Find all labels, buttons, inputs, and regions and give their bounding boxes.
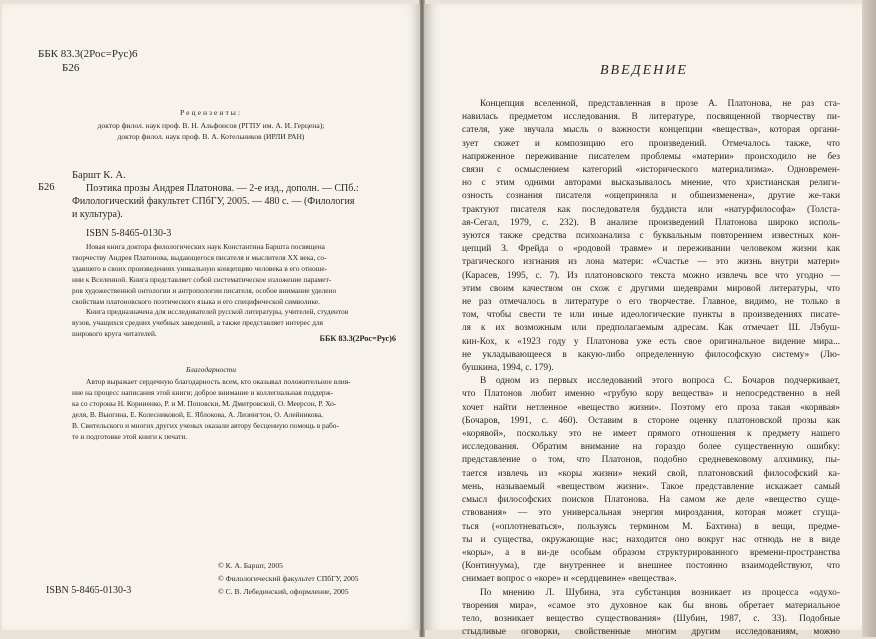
text-line: смысл философских поисков Платонова. На самом же деле «вещество суще- [462,495,840,506]
copyright-line: © С. В. Лебединский, оформление, 2005 [218,587,349,596]
annotation-line: здавшего в своих произведениях уникальную концепцию человека в его отноше- [72,263,328,273]
text-line: ться («оплотневаться», пользуясь термином М. Бахтина) в вещи, предме- [462,521,840,532]
page-edge [862,0,876,637]
author-heading: Баршт К. А. [72,170,126,181]
text-line: В одном из первых исследований этого вопроса С. Бочаров подчеркивает, [480,376,840,387]
annotation-line: вузов, учащихся средних учебных заведений, а также представляет интерес для [72,318,324,328]
citation-line: Филологический факультет СПбГУ, 2005. — 480 с. — (Филология [72,196,355,207]
text-line: (Карасев, 1995, с. 7). Из платоновского текста можно извлечь все что угодно — [462,270,840,281]
annotation [72,242,382,340]
text-line: навилась предметом исследования. В литературе, посвященной творчеству пи- [462,112,840,123]
right-page [424,4,862,638]
body-text [462,98,840,639]
chapter-heading: ВВЕДЕНИЕ [600,63,688,78]
text-line: хочет найти нетленное «вещество жизни». Поэтому его проза такая «корявая» [462,402,840,413]
thanks-line: Автор выражает сердечную благодарность всем, кто оказывал положительное влия- [86,377,351,386]
citation-line: Поэтика прозы Андрея Платонова. — 2-е изд., дополн. — СПб.: [86,183,359,194]
text-line: Концепция вселенной, представленная в прозе А. Платонова, не раз ста- [480,99,840,109]
bbk-repeat: ББК 83.3(2Рос=Рус)6 [319,334,396,343]
reviewer-line: доктор филол. наук проф. В. А. Котельников (ИРЛИ РАН) [117,132,305,141]
thanks-line: ка со стороны Н. Корниенко, Р. и М. Поповски, М. Дмитровской, О. Меерсон, Р. Хо- [72,398,337,408]
bbk-code: ББК 83.3(2Рос=Рус)6 [38,48,138,60]
text-line: ты и существа, окружающие нас; находится оно вокруг нас отнюдь не в виде [462,534,840,545]
text-line: «корявой», поскольку это не имеет прямого отношения к предмету нашего [462,429,840,440]
text-line: но с этим одними авторами высказывалось мнение, что христианская религи- [462,178,840,189]
text-line: «коры», а в ви-де особым образом структурированного времени-пространства [462,547,840,558]
text-line: тается извлечь из «коры жизни» некий свой, платоновский философский ка- [462,468,840,479]
annotation-line: Книга предназначена для исследователей русской литературы, учителей, студентов [86,307,349,317]
text-line: мень, называемый «веществом жизни». Такое представление искажает самый [462,481,840,492]
text-line: стыдливые оговорки, свойственные многим другим исследованиям, можно [462,627,840,638]
text-line: зует сюжет и композицию его произведений. Отмечалось также, что [462,138,840,149]
text-line: озность сознания писателя «ощеприняла и обшеизменена», другие же-таки [462,191,840,202]
copyright-line: © Филологический факультет СПбГУ, 2005 [218,574,359,583]
text-line: зуются также средства психоанализа с буквальным повторением известных кон- [462,231,840,242]
text-line: цепций З. Фрейда о «родовой травме» и переживании человеком жизни как [462,244,840,255]
annotation-line: нии к Вселенной. Книга представляет собой систематическое изложение парамет- [72,274,332,284]
isbn: ISBN 5-8465-0130-3 [86,228,172,239]
annotation-line: творчеству Андрея Платонова, выдающегося писателя и мыслителя XX века, со- [72,252,327,262]
text-line: трактуют писателя как последователя буддиста или «натурфилософа» (Толста- [462,204,840,215]
thanks-line: деля, В. Вьюгина, Е. Колесниковой, Е. Яблокова, А. Лизингтон, О. Алейникова, [72,409,323,419]
text-line: не раз отмечалось в литературе о его творчестве. Главное, видимо, не только в [462,297,840,308]
text-line: напряженное переживание писателем проблемы «материи» происходило не без [462,151,840,162]
reviewers-label: Рецензенты: [180,108,242,117]
text-line: представление о том, что Платонов, подобно средневековому алхимику, пы- [462,455,840,466]
text-line: ая-Сегал, 1979, с. 232). В анализе произведений Платонова широко исполь- [462,217,840,228]
citation-line: и культура). [72,209,123,220]
text-line: (Бочаров, 1991, с. 460). Оставим в стороне оценку платоновской прозы как [462,415,840,426]
thanks-line: ние на процесс написания этой книги; доброе внимание и коллегиальная поддерж- [72,387,334,397]
annotation-line: ров художественной онтологии и антропологии писателя, особое внимание уделено [72,285,337,295]
text-line: тело, возникает вещество существования» (Шубин, 1987, с. 33). Подобные [462,613,840,624]
annotation-line: Новая книга доктора филологических наук Константина Баршта посвящена [86,242,325,251]
copyright-line: © К. А. Баршт, 2005 [218,561,283,570]
text-line: ствования» — это универсальная энергия мироздания, которая может сгуща- [462,508,840,519]
text-line: ля к их возможным или предполагаемым адресам. Как отмечает Ш. Лэбуш- [462,323,840,334]
text-line: связи с осмыслением категорий «исторического материализма». Одновремен- [462,165,840,176]
text-line: том, чтобы свести те или иные идеологические пункты в произведениях писате- [462,310,840,321]
cutter-side: Б26 [38,182,55,193]
text-line: творения мира», «самое это духовное как бы вновь обретает материальное [462,600,840,611]
annotation-line: широкого круга читателей. [72,329,157,339]
thanks-line: В. Свительского и многих других ученых оказали автору бесценную помощь в рабо- [72,420,339,430]
text-line: По мнению Л. Шубина, эта субстанция возникает из процесса «одухо- [480,587,840,598]
text-line: кин-Кох, к «1923 году у Платонова уже есть свое оригинальное видение мира... [462,336,840,347]
reviewer-line: доктор филол. наук проф. В. Н. Альфонсов (РГПУ им. А. И. Герцена); [97,121,325,130]
thanks-title: Благодарности [186,365,236,374]
text-line: что Платонов любит именно «грубую кору вещества» и непосредственно в ней [462,389,840,400]
text-line: сателя, уже звучала мысль о важности концепции «вещества», которая органи- [462,125,840,136]
left-page [2,4,420,630]
text-line: не укладывающееся в какую-либо определенную философскую систему» (Лю- [462,349,840,360]
text-line: бушкина, 1994, с. 179). [462,363,554,374]
cutter-number: Б26 [62,62,80,74]
thanks-line: те и подготовке этой книги к печати. [72,431,188,441]
text-line: исследования. Обратим внимание на гораздо более существенную ошибку: [462,442,840,453]
text-line: (Континуума), где внутреннее и внешнее постоянно взаимодействуют, что [462,561,840,572]
thanks-text [72,377,382,442]
text-line: трагического изгнания из лона матери: «Счастье — это жизнь внутри матери» [462,257,840,268]
isbn-bottom: ISBN 5-8465-0130-3 [46,585,132,596]
annotation-line: свойствам платоновского поэтического языка и его специфической символике. [72,296,321,306]
text-line: снимает вопрос о «коре» и «сердцевине» «вещества». [462,574,677,585]
text-line: этим своим качеством он схож с другими шедеврами мировой литературы, что [462,283,840,294]
